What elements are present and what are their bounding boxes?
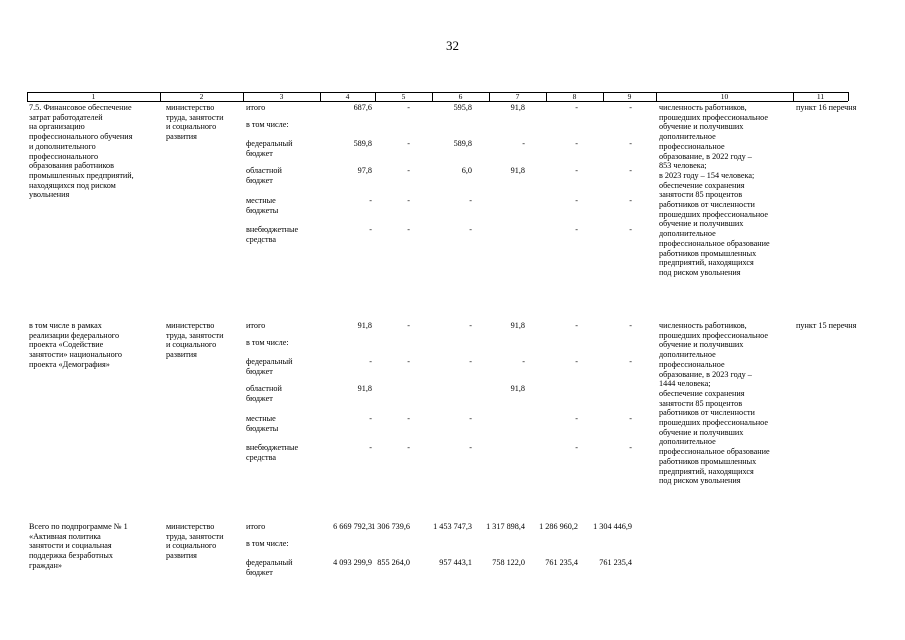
funding-value: -: [407, 103, 410, 112]
target-indicator: численность работников, прошедших профессиональное обучение и получивших дополнительное профессиональное образование, в 2022 году – 853 человека; в 2023 году – 154 человека; обеспечение сохранения занятости 85 процентов работников от численности прошедших профессиональное обучение и получивших дополнительное профессиональное образование работников промышленных предприятий, находящихся под риском увольнения: [659, 103, 770, 277]
list-reference: пункт 15 перечня: [796, 321, 857, 330]
header-col-number: 9: [627, 92, 632, 101]
header-col-number: 10: [720, 92, 729, 101]
funding-value: 1 286 960,2: [539, 522, 578, 531]
funding-value: -: [575, 196, 578, 205]
funding-value: 6,0: [461, 166, 472, 175]
funding-value: -: [575, 225, 578, 234]
funding-value: -: [407, 321, 410, 330]
funding-value: -: [469, 225, 472, 234]
activity-name: в том числе в рамках реализации федерального проекта «Содействие занятости» национального проекта «Демография»: [29, 321, 123, 369]
funding-value: -: [369, 196, 372, 205]
header-bottom-rule: [27, 101, 848, 102]
funding-value: -: [629, 321, 632, 330]
header-col-number: 8: [572, 92, 577, 101]
funding-value: -: [575, 139, 578, 148]
funding-value: 761 235,4: [599, 558, 632, 567]
funding-value: -: [407, 196, 410, 205]
activity-name: 7.5. Финансовое обеспечение затрат работодателей на организацию профессионального обучения и дополнительного профессионального образования работников промышленных предприятий, находящихся под риском увольнения: [29, 103, 134, 200]
funding-value: -: [469, 443, 472, 452]
funding-value: -: [575, 321, 578, 330]
funding-source-label: в том числе:: [246, 120, 289, 129]
funding-source-label: внебюджетные средства: [246, 225, 299, 244]
funding-value: 855 264,0: [377, 558, 410, 567]
funding-value: 687,6: [353, 103, 372, 112]
funding-value: -: [469, 357, 472, 366]
funding-value: -: [407, 414, 410, 423]
funding-value: -: [629, 139, 632, 148]
funding-source-label: областной бюджет: [246, 384, 282, 403]
funding-source-label: в том числе:: [246, 338, 289, 347]
header-col-number: 7: [515, 92, 520, 101]
funding-value: 91,8: [357, 321, 372, 330]
funding-value: 589,8: [453, 139, 472, 148]
activity-name: Всего по подпрограмме № 1 «Активная политика занятости и социальная поддержка безработных граждан»: [29, 522, 128, 570]
funding-value: -: [629, 196, 632, 205]
funding-value: 91,8: [510, 321, 525, 330]
header-col-number: 5: [401, 92, 406, 101]
funding-value: 589,8: [353, 139, 372, 148]
funding-value: -: [407, 139, 410, 148]
header-col-number: 6: [458, 92, 463, 101]
funding-value: -: [407, 166, 410, 175]
list-reference: пункт 16 перечня: [796, 103, 857, 112]
funding-value: -: [575, 166, 578, 175]
header-col-number: 1: [91, 92, 96, 101]
page-number: 32: [446, 38, 459, 53]
funding-value: 91,8: [510, 384, 525, 393]
funding-value: -: [629, 357, 632, 366]
header-col-divider: [848, 92, 849, 101]
funding-value: -: [522, 139, 525, 148]
funding-source-label: местные бюджеты: [246, 414, 279, 433]
funding-source-label: федеральный бюджет: [246, 357, 293, 376]
funding-value: 97,8: [357, 166, 372, 175]
funding-value: -: [369, 357, 372, 366]
funding-value: -: [369, 414, 372, 423]
funding-source-label: федеральный бюджет: [246, 139, 293, 158]
funding-source-label: итого: [246, 522, 266, 531]
executor-name: министерство труда, занятости и социального развития: [166, 522, 224, 561]
funding-value: 1 306 739,6: [371, 522, 410, 531]
header-col-number: 3: [279, 92, 284, 101]
funding-value: 957 443,1: [439, 558, 472, 567]
funding-source-label: местные бюджеты: [246, 196, 279, 215]
funding-value: -: [629, 414, 632, 423]
funding-value: 91,8: [357, 384, 372, 393]
funding-value: -: [407, 443, 410, 452]
funding-value: -: [369, 443, 372, 452]
funding-value: -: [575, 357, 578, 366]
funding-value: 758 122,0: [492, 558, 525, 567]
funding-source-label: федеральный бюджет: [246, 558, 293, 577]
funding-value: -: [575, 103, 578, 112]
executor-name: министерство труда, занятости и социального развития: [166, 103, 224, 142]
funding-value: 1 304 446,9: [593, 522, 632, 531]
funding-source-label: областной бюджет: [246, 166, 282, 185]
target-indicator: численность работников, прошедших профессиональное обучение и получивших дополнительное профессиональное образование, в 2023 году – 1444 человека; обеспечение сохранения занятости 85 процентов работников от численности прошедших профессиональное обучение и получивших дополнительное профессиональное образование работников промышленных предприятий, находящихся под риском увольнения: [659, 321, 770, 486]
funding-value: -: [522, 357, 525, 366]
funding-value: 91,8: [510, 166, 525, 175]
funding-value: -: [369, 225, 372, 234]
executor-name: министерство труда, занятости и социального развития: [166, 321, 224, 360]
funding-value: -: [469, 321, 472, 330]
funding-source-label: в том числе:: [246, 539, 289, 548]
header-col-number: 2: [199, 92, 204, 101]
funding-value: 6 669 792,3: [333, 522, 372, 531]
funding-value: -: [575, 443, 578, 452]
funding-value: -: [629, 103, 632, 112]
funding-source-label: итого: [246, 321, 266, 330]
funding-value: -: [469, 196, 472, 205]
funding-value: -: [629, 443, 632, 452]
funding-value: -: [629, 166, 632, 175]
funding-source-label: итого: [246, 103, 266, 112]
funding-value: 595,8: [453, 103, 472, 112]
header-col-number: 11: [816, 92, 825, 101]
funding-value: -: [407, 357, 410, 366]
header-col-number: 4: [345, 92, 350, 101]
funding-value: -: [575, 414, 578, 423]
funding-value: -: [629, 225, 632, 234]
funding-value: 1 453 747,3: [433, 522, 472, 531]
funding-source-label: внебюджетные средства: [246, 443, 299, 462]
funding-value: 4 093 299,9: [333, 558, 372, 567]
funding-value: -: [469, 414, 472, 423]
funding-value: 1 317 898,4: [486, 522, 525, 531]
funding-value: 761 235,4: [545, 558, 578, 567]
funding-value: -: [407, 225, 410, 234]
funding-value: 91,8: [510, 103, 525, 112]
